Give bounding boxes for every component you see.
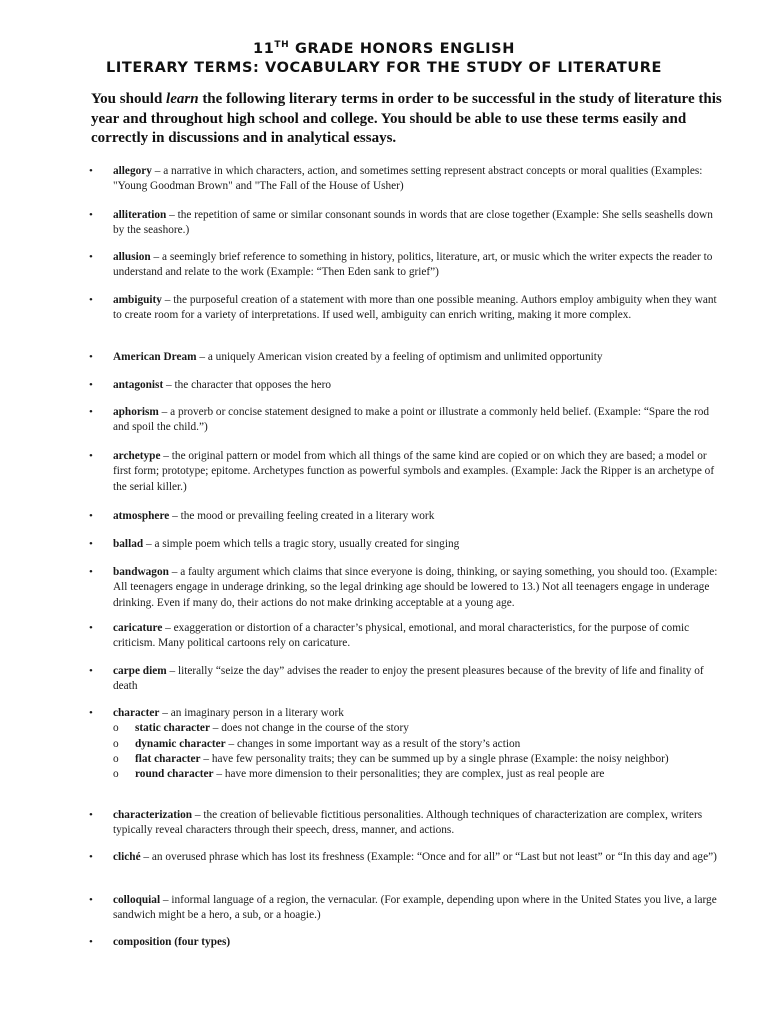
term-definition: – the original pattern or model from which all things of the same kind are copied or on which they are based; a model or first form; prototype; epitome. Archetypes function as powerful symbols and examples. (Example: Jack the Ripper is an archetype of the serial killer.) [113,450,715,493]
term-definition: – a proverb or concise statement designed to make a point or illustrate a commonly held belief. (Example: “Spare the rod and spoil the child.”) [113,406,710,434]
bullet-icon: • [89,165,93,177]
list-item [89,935,725,950]
bullet-icon: • [89,538,93,550]
term-definition: – the character that opposes the hero [163,379,332,391]
list-item [89,621,725,652]
list-item [89,565,725,611]
list-item [89,808,725,839]
term-label: aphorism [113,406,159,418]
document-title-line2: LITERARY TERMS: VOCABULARY FOR THE STUDY OF LITERATURE [106,60,662,76]
term-label: alliteration [113,209,167,221]
term-definition: – an overused phrase which has lost its freshness (Example: “Once and for all” or “Last but not least” or “In this day and age”) [140,851,717,863]
term-label: caricature [113,622,163,634]
term-definition: – the purposeful creation of a statement with more than one possible meaning. Authors employ ambiguity when they want to create room for a variety of interpretations. If used well, ambiguity can enrich writing, making it more complex. [113,294,717,322]
term-label: atmosphere [113,510,170,522]
list-item [89,537,725,552]
sub-bullet-icon: o [113,722,119,735]
term-definition: – a faulty argument which claims that since everyone is doing, thinking, or saying something, you should too. (Example: All teenagers engage in underage drinking, so the legal drinking age should be lowered to 13.) Not all teenagers engage in underage drinking. Even if many do, their actions do not make drinking acceptable at a young age. [113,566,718,609]
list-item [89,893,725,924]
list-item [89,664,725,695]
bullet-icon: • [89,351,93,363]
bullet-icon: • [89,379,93,391]
sub-list-item [113,721,725,736]
document-title-line1: 11TH GRADE HONORS ENGLISH [253,40,515,57]
term-definition: – the creation of believable fictitious personalities. Although techniques of characterization are complex, writers typically reveal characters through their speech, dress, manner, and actions. [113,809,703,837]
term-definition: – a simple poem which tells a tragic story, usually created for singing [143,538,460,550]
term-label: antagonist [113,379,164,391]
term-label: static character [135,722,210,735]
term-definition: – have more dimension to their personalities; they are complex, just as real people are [213,768,605,781]
term-label: dynamic character [135,737,226,750]
bullet-icon: • [89,566,93,578]
term-definition: – does not change in the course of the story [209,722,409,735]
term-definition: – have few personality traits; they can be summed up by a single phrase (Example: the noisy neighbor) [200,752,669,765]
bullet-icon: • [89,665,93,677]
bullet-icon: • [89,294,93,306]
term-label: allegory [113,165,152,177]
list-item [89,350,725,365]
sub-list-item [113,752,725,767]
term-label: ballad [113,538,144,550]
term-label: American Dream [113,351,197,363]
bullet-icon: • [89,406,93,418]
term-definition: – a seemingly brief reference to something in history, politics, literature, art, or music which the writer expects the reader to understand and relate to the work (Example: “Then Eden sank to grief”) [113,251,713,279]
list-item [89,164,725,195]
list-item [89,449,725,495]
bullet-icon: • [89,450,93,462]
bullet-icon: • [89,707,93,719]
bullet-icon: • [89,851,93,863]
term-definition: – informal language of a region, the vernacular. (For example, depending upon where in the United States you live, a large sandwich might be a hero, a sub, or a hoagie.) [113,894,717,922]
term-definition: – a uniquely American vision created by a feeling of optimism and unlimited opportunity [196,351,603,363]
sub-bullet-icon: o [113,737,119,750]
term-definition: – exaggeration or distortion of a character’s physical, emotional, and moral characteristics, for the purpose of comic criticism. Many political cartoons rely on caricature. [113,622,690,650]
sub-bullet-icon: o [113,752,119,765]
list-item [89,509,725,524]
bullet-icon: • [89,209,93,221]
term-definition: – an imaginary person in a literary work [159,707,344,719]
term-label: bandwagon [113,566,169,578]
list-item-character [89,706,725,782]
term-label: round character [135,768,214,781]
term-label: ambiguity [113,294,162,306]
list-item [89,293,725,324]
sub-list-item [113,767,725,782]
bullet-icon: • [89,251,93,263]
term-label: composition (four types) [113,936,231,948]
term-label: allusion [113,251,151,263]
term-label: colloquial [113,894,161,906]
list-item [89,208,725,239]
term-definition: – a narrative in which characters, action, and sometimes setting represent abstract concepts or moral qualities (Examples: "Young Goodman Brown" and "The Fall of the House of Usher) [113,165,703,193]
bullet-icon: • [89,622,93,634]
sub-bullet-icon: o [113,768,119,781]
term-definition: – literally “seize the day” advises the reader to enjoy the present pleasures because of the brevity of life and finality of death [113,665,704,693]
term-definition: – the mood or prevailing feeling created in a literary work [169,510,435,522]
bullet-icon: • [89,809,93,821]
bullet-icon: • [89,936,93,948]
term-definition: – changes in some important way as a result of the story’s action [225,737,521,750]
term-label: carpe diem [113,665,167,677]
list-item [89,378,725,393]
sub-list-item [113,737,725,752]
term-label: archetype [113,450,161,462]
intro-paragraph: You should learn the following literary terms in order to be successful in the study of literature this year and throughout high school and college. You should be able to use these terms easily and correctly in discussions and in analytical essays. [91,91,722,146]
bullet-icon: • [89,894,93,906]
term-label: character [113,707,160,719]
term-label: flat character [135,752,201,765]
list-item [89,405,725,436]
term-label: characterization [113,809,193,821]
term-definition: – the repetition of same or similar consonant sounds in words that are close together (Example: She sells seashells down by the seashore.) [113,209,713,237]
list-item [89,250,725,281]
term-label: cliché [113,851,141,863]
bullet-icon: • [89,510,93,522]
list-item [89,850,725,865]
